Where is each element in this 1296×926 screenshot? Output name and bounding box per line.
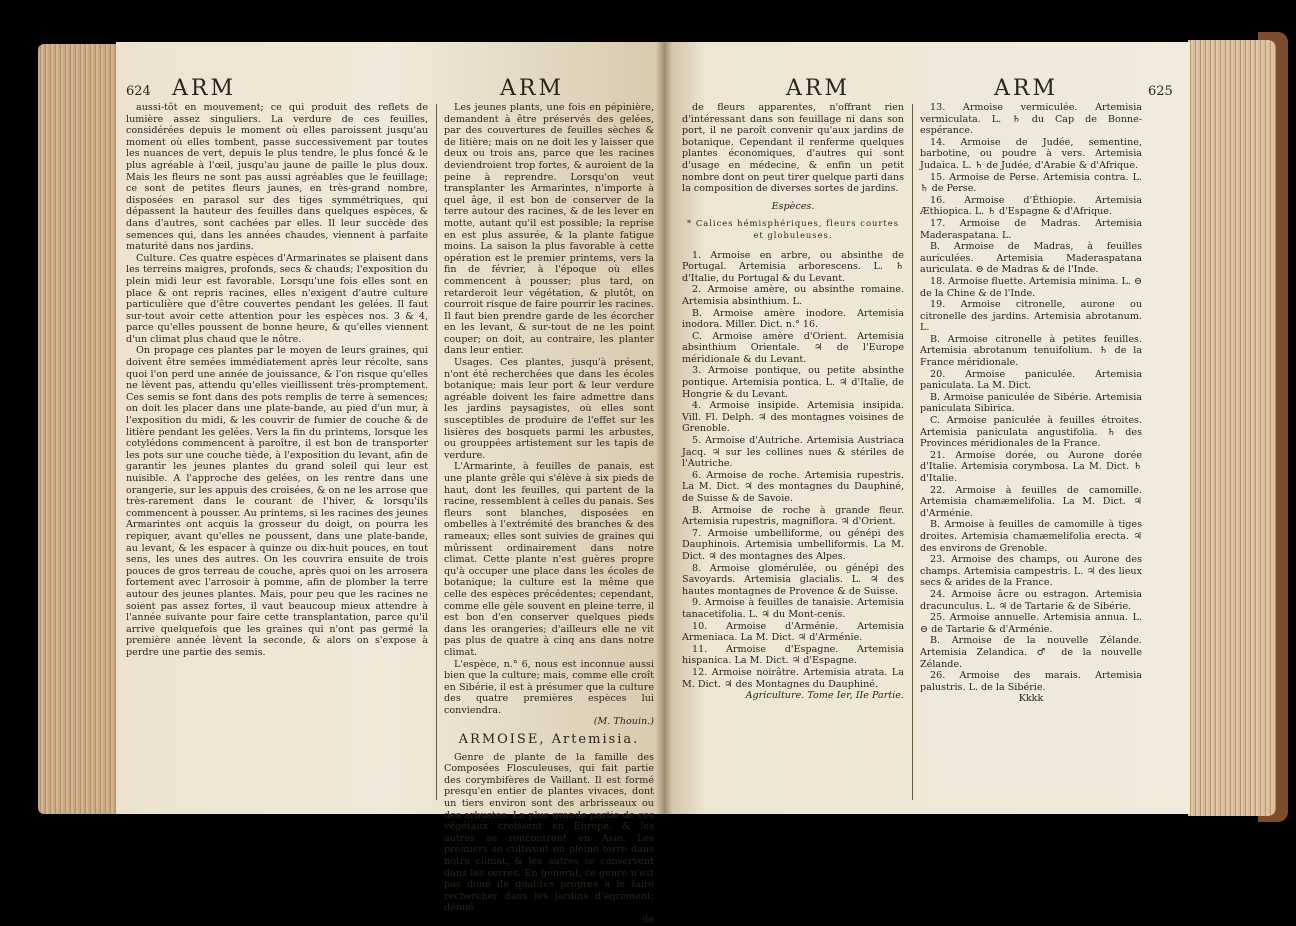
list-item: B. Armoise amère inodore. Artemisia inodora. Miller. Dict. n.° 16. bbox=[682, 307, 904, 331]
running-head-right-2: ARM bbox=[994, 76, 1058, 101]
list-item: 3. Armoise pontique, ou petite absinthe pontique. Artemisia pontica. L. ♃ d'Italie, de Hongrie & du Levant. bbox=[682, 365, 904, 400]
book-gutter bbox=[656, 42, 672, 814]
list-item: B. Armoise de la nouvelle Zélande. Artemisia Zelandica. ♂ de la nouvelle Zélande. bbox=[920, 635, 1142, 670]
list-item: C. Armoise paniculée à feuilles étroites. Artemisia paniculata angustifolia. ♄ des Provinces méridionales de la France. bbox=[920, 415, 1142, 450]
list-item: 6. Armoise de roche. Artemisia rupestris. La M. Dict. ♃ des montagnes du Dauphiné, de Suisse & de Savoie. bbox=[682, 469, 904, 504]
paragraph: Genre de plante de la famille des Composées Flosculeuses, qui fait partie des corymbifères de Vaillant. Il est formé presqu'en entier de plantes vivaces, dont un tiers environ sont des arbrisseaux ou des arbustes. La plus grande partie de ces végétaux croissent en Europe, & les autres se rencontrent en Asie. Les premiers se cultivent en pleine terre dans notre climat, & les autres se conservent dans les serres. En général, ce genre n'est pas doué de qualités propres à le faire rechercher dans les jardins d'agrément; dénué bbox=[444, 751, 654, 914]
author-signature: (M. Thouin.) bbox=[593, 716, 654, 728]
list-item: 20. Armoise paniculée. Artemisia paniculata. La M. Dict. bbox=[920, 368, 1142, 392]
text-column-left-1 bbox=[126, 102, 428, 659]
paragraph: de fleurs apparentes, n'offrant rien d'intéressant dans son feuillage ni dans son port, il ne paroît convenir qu'aux jardins de botanique. Cependant il renferme quelques plantes économiques, d'autres qui sont d'usage en médecine, & enfin un petit nombre dont on peut tirer quelque parti dans la composition de diverses sortes de jardins. bbox=[682, 102, 904, 195]
text-column-left-2 bbox=[444, 102, 654, 926]
text-column-right-1 bbox=[682, 102, 904, 702]
paragraph: Les jeunes plants, une fois en pépinière, demandent à être préservés des gelées, par des couvertures de feuilles sèches & de litière; mais on ne doit les y laisser que deux ou trois ans, parce que les racines deviendroient trop fortes, & auroient de la peine à reprendre. Lorsqu'on veut transplanter les Armarintes, n'importe à quel âge, il est bon de conserver de la terre autour des racines, & de les lever en motte, autant qu'il est possible; la reprise en est plus assurée, & la plante fatigue moins. La saison la plus favorable à cette opération est le premier printems, vers la fin de février, à l'époque où elles commencent à pousser; plus tard, on retarderoit leur végétation, & plutôt, on courroit risque de faire pourrir les racines. Il faut bien prendre garde de les écorcher en les levant, & sur-tout de ne les point couper; on doit, au contraire, les planter dans leur entier. bbox=[444, 102, 654, 357]
list-item: B. Armoise à feuilles de camomille à tiges droites. Artemisia chamæmelifolia erecta. ♃ des environs de Grenoble. bbox=[920, 519, 1142, 554]
left-page-edges bbox=[38, 44, 124, 814]
paragraph: L'Armarinte, à feuilles de panais, est une plante grêle qui s'élève à six pieds de haut, dont les feuilles, qui partent de la racine, ressemblent à celles du panais. Ses fleurs sont blanches, disposées en ombelles à l'extrémité des branches & des rameaux; elles sont suivies de graines qui mûrissent ordinairement dans notre climat. Cette plante n'est guères propre qu'à occuper une place dans les écoles de botanique; la culture est la même que celle des espèces précédentes; cependant, comme elle gèle souvent en pleine terre, il est bon d'en conserver quelques pieds dans les orangeries; d'ailleurs elle ne vit pas plus de quatre à cinq ans dans notre climat. bbox=[444, 461, 654, 658]
list-item: B. Armoise de Madras, à feuilles auriculées. Artemisia Maderaspatana auriculata. ⊖ de Madras & de l'Inde. bbox=[920, 241, 1142, 276]
open-book bbox=[8, 30, 1290, 925]
list-item: 4. Armoise insipide. Artemisia insipida. Vill. Fl. Delph. ♃ des montagnes voisines de Grenoble. bbox=[682, 400, 904, 435]
page-footer: Agriculture. Tome Ier, IIe Partie. bbox=[745, 690, 904, 702]
section-heading: ARMOISE, Artemisia. bbox=[458, 732, 640, 748]
right-page bbox=[664, 42, 1190, 814]
list-item: 10. Armoise d'Arménie. Artemisia Armeniaca. La M. Dict. ♃ d'Arménie. bbox=[682, 620, 904, 644]
list-item: 25. Armoise annuelle. Artemisia annua. L. ⊖ de Tartarie & d'Arménie. bbox=[920, 612, 1142, 635]
list-item: 24. Armoise âcre ou estragon. Artemisia dracunculus. L. ♃ de Tartarie & de Sibérie. bbox=[920, 588, 1142, 612]
list-item: B. Armoise de roche à grande fleur. Artemisia rupestris, magniflora. ♃ d'Orient. bbox=[682, 504, 904, 528]
list-item: 26. Armoise des marais. Artemisia palustris. L. de la Sibérie. bbox=[920, 670, 1142, 693]
list-item: 22. Armoise à feuilles de camomille. Artemisia chamæmelifolia. La M. Dict. ♃ d'Arménie. bbox=[920, 484, 1142, 519]
list-item: B. Armoise citronelle à petites feuilles. Artemisia abrotanum tenuifolium. ♄ de la France méridionale. bbox=[920, 333, 1142, 369]
list-item: 17. Armoise de Madras. Artemisia Maderaspatana. L. bbox=[920, 217, 1142, 241]
paragraph: L'espèce, n.° 6, nous est inconnue aussi bien que la culture; mais, comme elle croît en Sibérie, il est à présumer que la culture des quatre premières espèces lui conviendra. bbox=[444, 658, 654, 716]
list-item: B. Armoise paniculée de Sibérie. Artemisia paniculata Sibirica. bbox=[920, 391, 1142, 415]
list-item: 23. Armoise des champs, ou Aurone des champs. Artemisia campestris. L. ♃ des lieux secs & arides de la France. bbox=[920, 554, 1142, 589]
list-item: 8. Armoise glomérulée, ou génépi des Savoyards. Artemisia glacialis. L. ♃ des hautes montagnes de Provence & de Suisse. bbox=[682, 562, 904, 597]
running-head-left-2: ARM bbox=[500, 76, 564, 101]
subsection-heading: * Calices hémisphériques, fleurs courtes et globuleuses. bbox=[686, 218, 900, 240]
column-rule bbox=[912, 104, 913, 800]
left-page bbox=[116, 42, 664, 925]
catchword: de bbox=[642, 913, 654, 925]
right-page-edges bbox=[1188, 40, 1276, 816]
list-item: 1. Armoise en arbre, ou absinthe de Portugal. Artemisia arborescens. L. ♄ d'Italie, du Portugal & du Levant. bbox=[682, 249, 904, 284]
page-number-left: 624 bbox=[126, 84, 151, 99]
list-item: 21. Armoise dorée, ou Aurone dorée d'Italie. Artemisia corymbosa. La M. Dict. ♄ d'Italie. bbox=[920, 449, 1142, 484]
list-item: 5. Armoise d'Autriche. Artemisia Austriaca Jacq. ♃ sur les collines nues & stériles de l'Autriche. bbox=[682, 435, 904, 470]
list-item: 9. Armoise à feuilles de tanaisie. Artemisia tanacetifolia. L. ♃ du Mont-cenis. bbox=[682, 597, 904, 620]
section-heading: Espèces. bbox=[771, 200, 815, 212]
paragraph: On propage ces plantes par le moyen de leurs graines, qui doivent être semées immédiatement après leur récolte, sans quoi l'on perd une année de jouissance, & l'on risque qu'elles ne lèvent pas, attendu qu'elles vieillissent très-promptement. Ces semis se font dans des pots remplis de terre à semences; on doit les placer dans une plate-bande, au pied d'un mur, à l'exposition du midi, & les couvrir de fumier de couche & de litière pendant les gelées. Vers la fin du printems, lorsque les cotylédons commencent à paroître, il est bon de transporter les pots sur une couche tiède, à l'exposition du levant, afin de garantir les jeunes plantes du grand soleil qui leur est nuisible. A l'approche des gelées, on les rentre dans une orangerie, sur les appuis des croisées, & on ne les arrose que très-rarement dans le courant de l'hiver, & lorsqu'ils commencent à pousser. Au printems, si les racines des jeunes Armarintes ont acquis la grosseur du doigt, on pourra les repiquer, avant qu'elles ne poussent, dans une plate-bande, au levant, & les espacer à quinze ou dix-huit pouces, en tout sens, les unes des autres. On les couvrira ensuite de trois pouces de gros terreau de couche, après quoi on les arrosera fortement avec l'arrosoir à pomme, afin de plomber la terre autour des jeunes plantes. Mais, pour peu que les racines ne soient pas assez fortes, il vaut beaucoup mieux attendre à l'année suivante pour faire cette transplantation, parce qu'il arrive quelquefois que les graines qui n'ont pas germé la première année lèvent la seconde, & alors on s'expose à perdre une partie des semis. bbox=[126, 345, 428, 658]
running-head-left-1: ARM bbox=[172, 76, 236, 101]
list-item: 19. Armoise citronelle, aurone ou citronelle des jardins. Artemisia abrotanum. L. bbox=[920, 299, 1142, 334]
paragraph: aussi-tôt en mouvement; ce qui produit des reflets de lumière assez singuliers. La verdure de ces feuilles, considérées depuis le moment où elles paroissent jusqu'au moment où elles tombent, passe successivement par toutes les nuances de vert, depuis le plus tendre, le plus foncé & le plus agréable à l'œil, jusqu'au jaune de paille le plus doux. Mais les fleurs ne sont pas aussi agréables que le feuillage; ce sont de petites fleurs jaunes, en très-grand nombre, disposées en parasol sur des tiges symmétriques, qui dépassent la hauteur des feuilles dans quelques espèces, & dans d'autres, sont cachées par elles. Il leur succède des semences qui, dans les années chaudes, viennent à parfaite maturité dans nos jardins. bbox=[126, 102, 428, 253]
list-item: 7. Armoise umbelliforme, ou génépi des Dauphinois. Artemisia umbelliformis. La M. Dict. ♃ des montagnes des Alpes. bbox=[682, 527, 904, 562]
running-head-right-1: ARM bbox=[786, 76, 850, 101]
list-item: 15. Armoise de Perse. Artemisia contra. L. ♄ de Perse. bbox=[920, 171, 1142, 195]
list-item: 12. Armoise noirâtre. Artemisia atrata. La M. Dict. ♃ des Montagnes du Dauphiné. bbox=[682, 666, 904, 690]
list-item: 14. Armoise de Judée, sementine, barbotine, ou poudre à vers. Artemisia Judaica. L. ♄ de Judée, d'Arabie & d'Afrique. bbox=[920, 136, 1142, 171]
list-item: 2. Armoise amère, ou absinthe romaine. Artemisia absinthium. L. bbox=[682, 284, 904, 307]
list-item: 18. Armoise fluette. Artemisia minima. L. ⊖ de la Chine & de l'Inde. bbox=[920, 275, 1142, 299]
list-item: 13. Armoise vermiculée. Artemisia vermiculata. L. ♄ du Cap de Bonne-espérance. bbox=[920, 102, 1142, 137]
list-item: C. Armoise amère d'Orient. Artemisia absinthium Orientale. ♃ de l'Europe méridionale & du Levant. bbox=[682, 330, 904, 365]
column-rule bbox=[436, 104, 437, 800]
page-number-right: 625 bbox=[1148, 84, 1173, 99]
list-item: 16. Armoise d'Éthiopie. Artemisia Æthiopica. L. ♄ d'Espagne & d'Afrique. bbox=[920, 194, 1142, 218]
paragraph: Usages. Ces plantes, jusqu'à présent, n'ont été recherchées que dans les écoles botanique; mais leur port & leur verdure agréable doivent les faire admettre dans les jardins paysagistes, où elles sont susceptibles de produire de l'effet sur les lisières des bosquets parmi les arbustes, ou grouppées artistement sur les tapis de verdure. bbox=[444, 357, 654, 461]
text-column-right-2 bbox=[920, 102, 1142, 705]
signature-mark: Kkkk bbox=[1018, 693, 1044, 705]
list-item: 11. Armoise d'Espagne. Artemisia hispanica. La M. Dict. ♃ d'Espagne. bbox=[682, 643, 904, 667]
paragraph: Culture. Ces quatre espèces d'Armarinates se plaisent dans les terreins maigres, profonds, secs & chauds; l'exposition du plein midi leur est favorable. Lorsqu'une fois elles sont en place & ont repris racines, elles n'exigent d'autre culture particulière que d'être couvertes pendant les gelées. Il faut sur-tout avoir cette attention pour les espèces nos. 3 & 4, parce qu'elles poussent de bonne heure, & qu'elles viennent d'un climat plus chaud que le nôtre. bbox=[126, 252, 428, 345]
